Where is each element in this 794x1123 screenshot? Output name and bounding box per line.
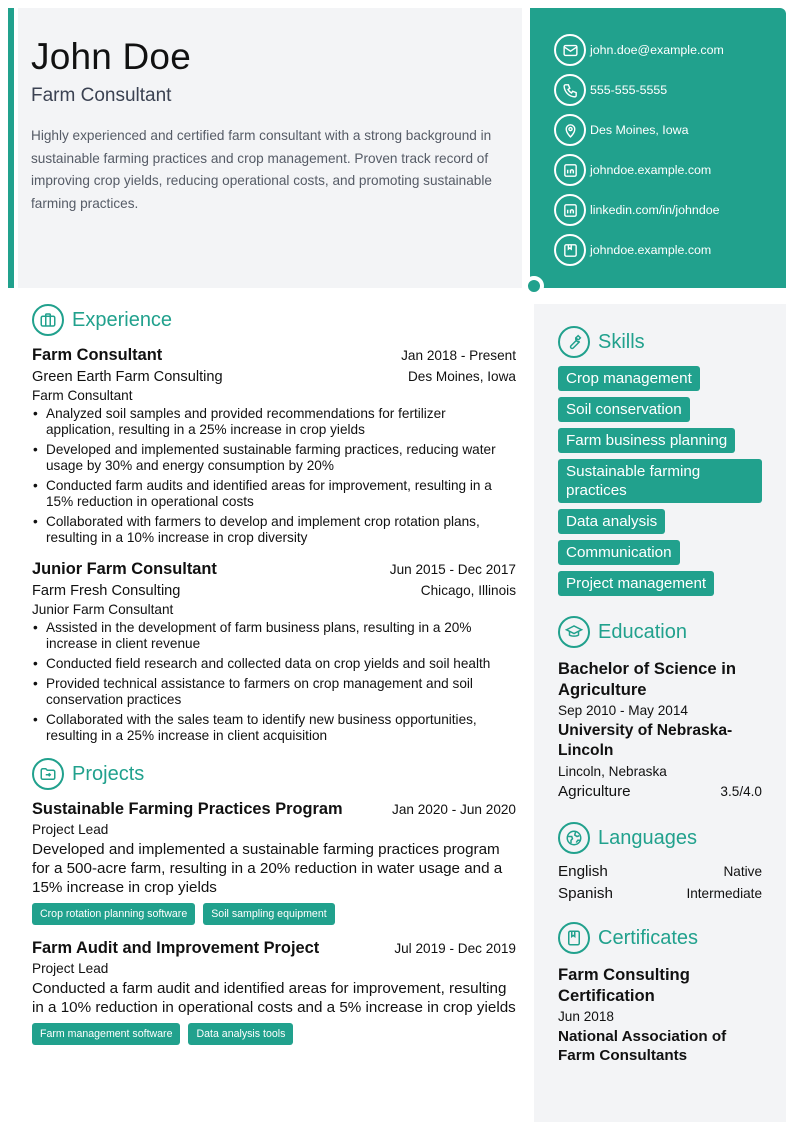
summary: Highly experienced and certified farm consultant with a strong background in sustainable farming practices and crop management. Proven track record of improving crop yields, reducing operational costs, and promoting sustainable farming practices. (31, 128, 492, 211)
contact-email[interactable] (554, 34, 786, 66)
list-item: • Conducted farm audits and identified areas for improvement, resulting in a 15% reduction in operational costs (32, 478, 516, 510)
job-company: Green Earth Farm Consulting (32, 369, 223, 385)
education-gpa: 3.5/4.0 (720, 784, 762, 799)
list-item: • Assisted in the development of farm business plans, resulting in a 20% increase in client revenue (32, 620, 516, 652)
certificate-icon (558, 922, 590, 954)
project-entry (32, 800, 516, 925)
list-item: • Collaborated with farmers to develop and implement crop rotation plans, resulting in a 10% increase in crop diversity (32, 514, 516, 546)
job-bullets (32, 406, 516, 546)
job-bullets (32, 620, 516, 744)
list-item: • Collaborated with the sales team to identify new business opportunities, resulting in a 25% increase in client acquisition (32, 712, 516, 744)
graduation-cap-icon (558, 616, 590, 648)
phone-icon (554, 74, 586, 106)
language-row (558, 863, 762, 880)
education-title: Education (598, 620, 687, 643)
keyword-tag: Data analysis tools (188, 1023, 293, 1045)
sidebar (534, 304, 786, 1122)
accent-bar (8, 8, 14, 288)
language-name: English (558, 863, 608, 880)
certificates-header (558, 922, 762, 954)
contact-location (554, 114, 786, 146)
contact-panel (530, 8, 786, 288)
project-role: Project Lead (32, 961, 109, 976)
education-dates: Sep 2010 - May 2014 (558, 703, 688, 718)
projects-header (32, 758, 516, 790)
education-area: Agriculture (558, 783, 631, 800)
contact-website[interactable] (554, 154, 786, 186)
skill-tag: Farm business planning (558, 428, 735, 453)
education-header (558, 616, 762, 648)
skills-list (558, 366, 762, 602)
project-title: Sustainable Farming Practices Program (32, 800, 343, 818)
education-area-row (558, 783, 762, 800)
project-role: Project Lead (32, 822, 109, 837)
experience-header (32, 304, 516, 336)
certificate-issuer: National Association of Farm Consultants (558, 1028, 727, 1064)
project-date: Jul 2019 - Dec 2019 (394, 941, 516, 956)
job-company: Farm Fresh Consulting (32, 583, 181, 599)
languages-header (558, 822, 762, 854)
website-text: johndoe.example.com (590, 163, 712, 177)
candidate-name: John Doe (31, 36, 191, 77)
job-title: Farm Consultant (32, 346, 163, 364)
job-role: Farm Consultant (32, 388, 133, 403)
education-location: Lincoln, Nebraska (558, 764, 667, 779)
project-tags (32, 903, 516, 925)
certificate-name: Farm Consulting Certification (558, 965, 690, 1005)
map-pin-icon (554, 114, 586, 146)
education-school: University of Nebraska-Lincoln (558, 722, 733, 759)
experience-title: Experience (72, 308, 173, 331)
email-text: john.doe@example.com (590, 43, 724, 57)
briefcase-icon (32, 304, 64, 336)
keyword-tag: Crop rotation planning software (32, 903, 195, 925)
skills-header (558, 326, 762, 358)
job-role: Junior Farm Consultant (32, 602, 174, 617)
skill-tag: Project management (558, 571, 714, 596)
keyword-tag: Farm management software (32, 1023, 180, 1045)
folder-icon (32, 758, 64, 790)
project-description: Conducted a farm audit and identified areas for improvement, resulting in a 10% reduction in operational costs and a 5% increase in crop yields (32, 980, 516, 1016)
language-row (558, 885, 762, 902)
project-tags (32, 1023, 516, 1045)
contact-phone[interactable] (554, 74, 786, 106)
language-level: Intermediate (686, 886, 762, 901)
projects-title: Projects (72, 762, 145, 785)
project-description: Developed and implemented a sustainable farming practices program for a 500-acre farm, resulting in a 20% reduction in water usage and a 15% increase in crop yields (32, 841, 503, 896)
keyword-tag: Soil sampling equipment (203, 903, 334, 925)
candidate-title: Farm Consultant (31, 85, 172, 106)
portfolio-icon (554, 234, 586, 266)
contact-linkedin[interactable] (554, 194, 786, 226)
job-date: Jan 2018 - Present (401, 348, 516, 363)
mail-icon (554, 34, 586, 66)
linkedin-icon (554, 154, 586, 186)
list-item: • Developed and implemented sustainable farming practices, reducing water usage by 30% and energy consumption by 20% (32, 442, 516, 474)
divider-dot (524, 276, 544, 296)
skill-tag: Soil conservation (558, 397, 690, 422)
language-name: Spanish (558, 885, 613, 902)
linkedin-icon (554, 194, 586, 226)
linkedin-text: linkedin.com/in/johndoe (590, 203, 720, 217)
language-level: Native (723, 864, 762, 879)
languages-title: Languages (598, 826, 697, 849)
list-item: • Conducted field research and collected data on crop yields and soil health (32, 656, 516, 672)
wrench-icon (558, 326, 590, 358)
list-item: • Analyzed soil samples and provided recommendations for fertilizer application, resulting in a 25% increase in crop yields (32, 406, 516, 438)
main-column (32, 304, 516, 1045)
skill-tag: Crop management (558, 366, 700, 391)
certificate-date: Jun 2018 (558, 1009, 614, 1024)
job-location: Des Moines, Iowa (407, 369, 516, 384)
location-text: Des Moines, Iowa (590, 123, 689, 137)
skill-tag: Sustainable farming practices (558, 459, 762, 503)
job-entry (32, 560, 516, 744)
skill-tag: Communication (558, 540, 680, 565)
job-title: Junior Farm Consultant (32, 560, 217, 578)
certificates-title: Certificates (598, 926, 699, 949)
skills-title: Skills (598, 330, 645, 353)
project-date: Jan 2020 - Jun 2020 (392, 802, 516, 817)
skill-tag: Data analysis (558, 509, 665, 534)
project-entry (32, 939, 516, 1045)
globe-icon (558, 822, 590, 854)
list-item: • Provided technical assistance to farmers on crop management and soil conservation practices (32, 676, 516, 708)
job-entry (32, 346, 516, 546)
education-degree: Bachelor of Science in Agriculture (558, 659, 736, 699)
portfolio-text: johndoe.example.com (590, 243, 712, 257)
job-date: Jun 2015 - Dec 2017 (389, 562, 516, 577)
project-title: Farm Audit and Improvement Project (32, 939, 320, 957)
header (18, 8, 522, 288)
phone-text: 555-555-5555 (590, 83, 668, 97)
contact-portfolio[interactable] (554, 234, 786, 266)
job-location: Chicago, Illinois (420, 583, 516, 598)
